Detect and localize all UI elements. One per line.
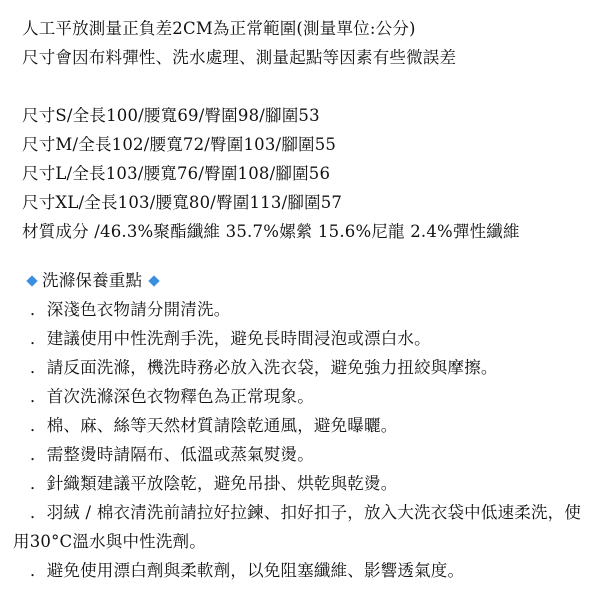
size-row-s: 尺寸S/全長100/腰寬69/臀圍98/腳圍53 — [22, 106, 320, 125]
care-title-text: 洗滌保養重點 — [42, 271, 143, 290]
care-item: ．棉、麻、絲等天然材質請陰乾通風，避免曝曬。 — [30, 416, 398, 435]
care-item: ．避免使用漂白劑與柔軟劑，以免阻塞纖維、影響透氣度。 — [30, 561, 465, 580]
care-item: ．建議使用中性洗劑手洗，避免長時間浸泡或漂白水。 — [30, 329, 431, 348]
diamond-icon — [149, 275, 160, 286]
care-item: ．羽絨 / 棉衣清洗前請拉好拉鍊、扣好扣子，放入大洗衣袋中低速柔洗，使用30°C溫水與中性洗劑。 — [13, 503, 582, 551]
care-item: ．深淺色衣物請分開清洗。 — [30, 300, 231, 319]
material-composition: 材質成分 /46.3%聚酯纖維 35.7%嫘縈 15.6%尼龍 2.4%彈性纖維 — [22, 222, 520, 241]
care-item: ．需整燙時請隔布、低溫或蒸氣熨燙。 — [30, 445, 314, 464]
size-row-m: 尺寸M/全長102/腰寬72/臀圍103/腳圍55 — [22, 135, 337, 154]
care-item: ．請反面洗滌，機洗時務必放入洗衣袋，避免強力扭絞與摩擦。 — [30, 358, 498, 377]
spacer — [22, 72, 586, 101]
diamond-icon — [26, 275, 37, 286]
care-item: ．針織類建議平放陰乾，避免吊掛、烘乾與乾燙。 — [30, 474, 398, 493]
spacer — [22, 246, 586, 266]
product-spec-document — [13, 14, 586, 585]
size-row-l: 尺寸L/全長103/腰寬76/臀圍108/腳圍56 — [22, 164, 331, 183]
care-section-title — [22, 266, 586, 295]
care-item: ．首次洗滌深色衣物釋色為正常現象。 — [30, 387, 314, 406]
measurement-note: 人工平放測量正負差2CM為正常範圍(測量單位:公分) — [22, 19, 416, 38]
size-row-xl: 尺寸XL/全長103/腰寬80/臀圍113/腳圍57 — [22, 193, 343, 212]
size-variance-note: 尺寸會因布料彈性、洗水處理、測量起點等因素有些微誤差 — [22, 48, 457, 67]
